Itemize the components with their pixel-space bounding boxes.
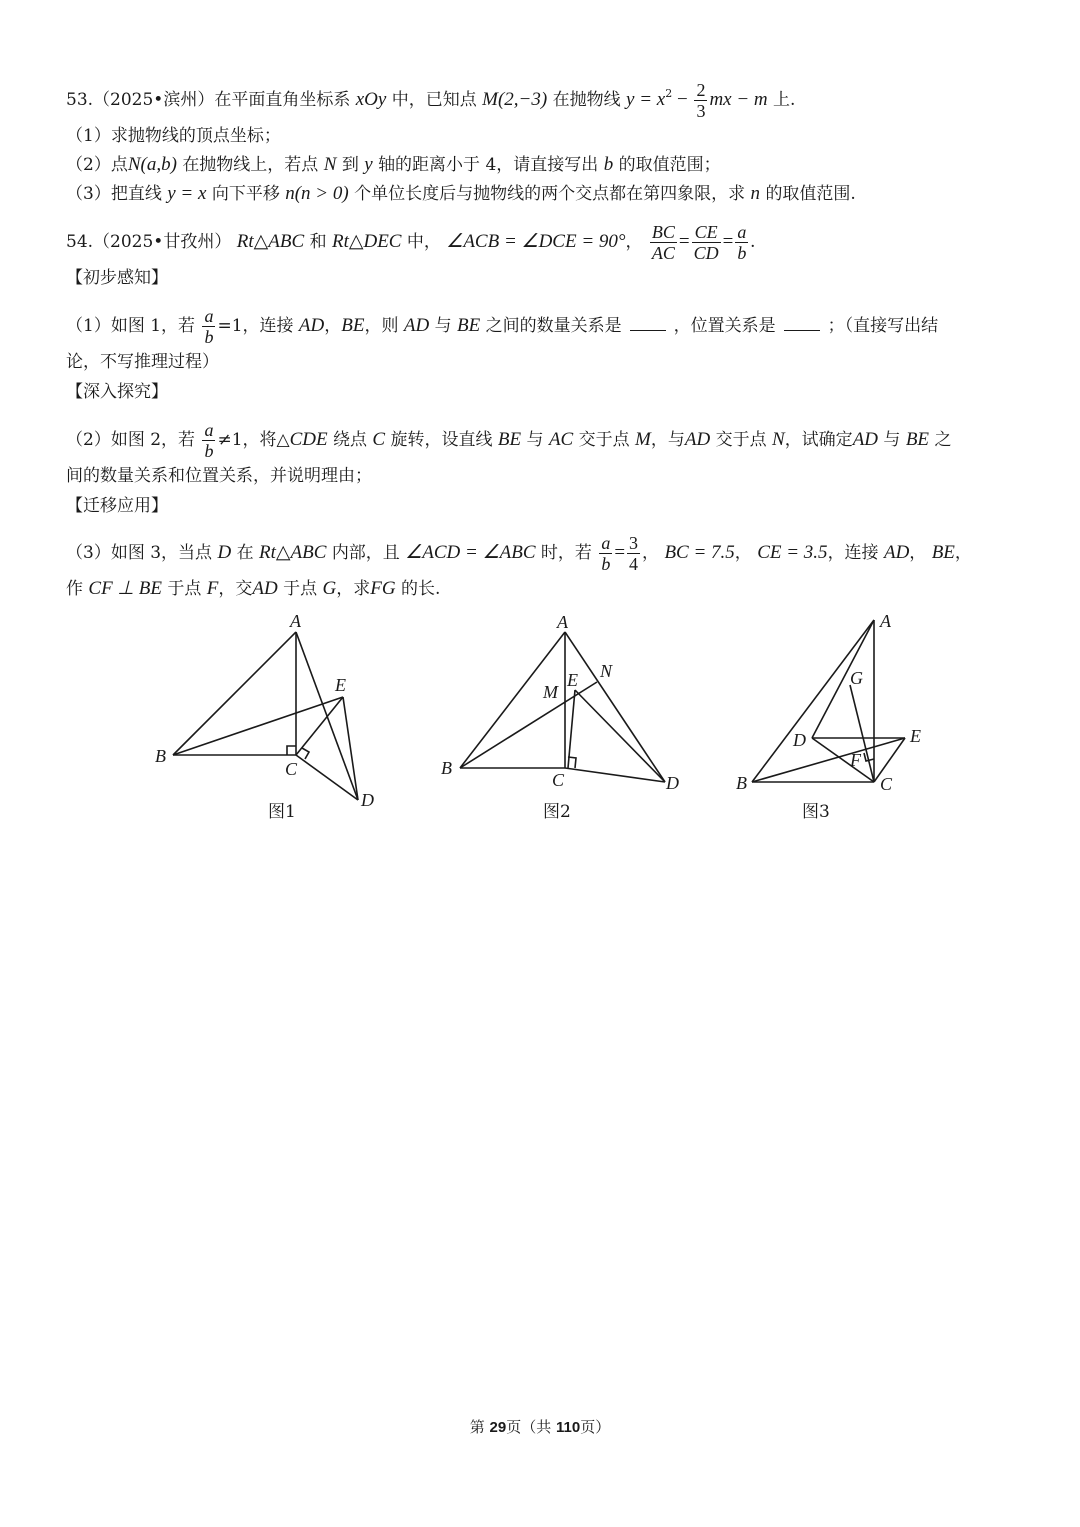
q53-part1: [66, 124, 281, 148]
figure-caption: 图1: [268, 802, 296, 822]
geometry-figures: [0, 600, 1080, 840]
text: 页）: [580, 1418, 611, 1436]
label-e: E: [335, 675, 346, 695]
math: AD: [684, 429, 711, 450]
fraction: [692, 222, 721, 263]
math: Rt: [236, 231, 254, 252]
math-sup: 2: [665, 87, 673, 100]
math: n: [750, 183, 761, 204]
math: N: [772, 429, 785, 450]
text: 与: [526, 430, 544, 450]
math: AD: [298, 315, 325, 336]
question-number: 54.: [66, 232, 94, 252]
math: BC = 7.5: [664, 542, 735, 563]
answer-blank[interactable]: [630, 314, 666, 331]
segment-ad: [812, 620, 874, 738]
q54-part3: [66, 533, 972, 574]
segment-ec: [568, 690, 575, 768]
fraction: [694, 80, 707, 121]
figure-2: [460, 632, 665, 782]
math: b: [603, 154, 614, 175]
math: CDE: [289, 429, 328, 450]
text: 在抛物线: [552, 90, 621, 110]
math: Rt: [331, 231, 349, 252]
math: y = x: [626, 89, 666, 110]
text: 中，已知点: [391, 90, 477, 110]
q54-part3-cont: [66, 577, 440, 601]
math: M: [635, 429, 651, 450]
text: 的长.: [400, 579, 441, 599]
label-c: C: [552, 770, 565, 790]
text: 的取值范围；: [618, 155, 721, 175]
math: ABC: [268, 231, 305, 252]
math: N(a,b): [127, 154, 177, 175]
text: ，试确定: [784, 430, 853, 450]
math: ∠ACB = ∠DCE = 90°: [446, 231, 626, 252]
numerator: a: [737, 222, 747, 242]
fraction: [735, 222, 748, 263]
math: BE: [905, 429, 930, 450]
right-angle-mark: [864, 753, 874, 761]
label-a: A: [880, 611, 891, 631]
text: ，位置关系是: [673, 316, 776, 336]
math: y = x: [167, 183, 207, 204]
text: 绕点: [333, 430, 367, 450]
text: 到: [341, 155, 359, 175]
math: ∠ACD = ∠ABC: [405, 542, 536, 563]
math: y: [364, 154, 373, 175]
math: =: [678, 231, 690, 252]
text: （3）把直线: [66, 184, 162, 204]
text: 页（共: [506, 1418, 557, 1436]
text: ，: [734, 543, 752, 563]
text: 间的数量关系和位置关系，并说明理由；: [66, 466, 372, 486]
text: ，: [909, 543, 927, 563]
denominator: 4: [629, 554, 639, 574]
text: 向下平移: [211, 184, 280, 204]
label-a: A: [557, 612, 568, 632]
math: AD: [252, 578, 278, 599]
text: 个单位长度后与抛物线的两个交点都在第四象限，求: [354, 184, 746, 204]
text: 之: [934, 430, 952, 450]
math: BE: [497, 429, 522, 450]
total-pages: 110: [556, 1419, 581, 1436]
math: N: [323, 154, 337, 175]
numerator: 2: [696, 80, 706, 100]
math: xOy: [355, 89, 387, 110]
math: Rt: [259, 542, 276, 563]
q53-statement: [66, 80, 795, 121]
text: 第: [469, 1418, 490, 1436]
label-m: M: [543, 682, 558, 702]
section-heading-1: [66, 266, 168, 290]
label-e: E: [567, 670, 578, 690]
right-angle-mark: [302, 748, 309, 759]
math: AC: [548, 429, 574, 450]
figure-3: [752, 620, 905, 782]
text: （3）如图 3，当点: [66, 543, 213, 563]
numerator: a: [204, 306, 214, 326]
math: G: [322, 578, 337, 599]
text: ；（直接写出结: [827, 316, 939, 336]
text: 于点: [167, 579, 202, 599]
segment-ad: [565, 632, 665, 782]
fraction: [202, 306, 215, 347]
text: 时，若: [540, 543, 592, 563]
denominator: 3: [696, 101, 706, 121]
label-d: D: [666, 773, 679, 793]
math: D: [217, 542, 232, 563]
text: 上.: [773, 90, 796, 110]
text: 【迁移应用】: [66, 496, 168, 516]
segment-ed: [575, 690, 665, 782]
math: FG: [370, 578, 396, 599]
label-a: A: [290, 611, 301, 631]
text: ，连接: [827, 543, 879, 563]
right-angle-mark: [287, 746, 296, 755]
math: BE: [931, 542, 955, 563]
fraction: [627, 533, 640, 574]
q54-part1: [66, 306, 938, 347]
math: mx − m: [709, 89, 768, 110]
math: M(2,−3): [482, 89, 548, 110]
text: ，: [642, 543, 660, 563]
fraction: [202, 420, 215, 461]
label-e: E: [910, 726, 921, 746]
segment-cd: [565, 768, 665, 782]
text: 与: [434, 316, 452, 336]
text: （1）求抛物线的顶点坐标；: [66, 126, 281, 146]
q53-part2: [66, 153, 721, 177]
text: 在平面直角坐标系: [214, 90, 351, 110]
figure-caption: 图3: [802, 802, 830, 822]
text: ，则: [364, 316, 399, 336]
page-footer: [0, 1416, 1080, 1437]
label-n: N: [600, 661, 613, 681]
math: C: [372, 429, 386, 450]
math: BE: [457, 315, 481, 336]
segment-de: [343, 697, 358, 800]
text: 交于点: [715, 430, 767, 450]
section-heading-2: [66, 380, 168, 404]
text: ≠1，将△: [217, 430, 290, 450]
q54-part1-cont: [66, 350, 219, 374]
text: 在: [236, 543, 254, 563]
numerator: BC: [651, 222, 675, 242]
math: CE = 3.5: [757, 542, 828, 563]
label-b: B: [736, 773, 747, 793]
text: 轴的距离小于 4，请直接写出: [378, 155, 599, 175]
text: 交于点: [578, 430, 630, 450]
math: =: [614, 542, 626, 563]
text: ，交: [218, 579, 253, 599]
page-number: 29: [489, 1419, 507, 1436]
label-c: C: [880, 774, 893, 794]
math: =: [722, 231, 734, 252]
math: DEC: [363, 231, 402, 252]
math: n(n > 0): [285, 183, 349, 204]
segment-bn: [460, 682, 597, 768]
math: CF ⊥ BE: [88, 578, 162, 599]
text: 和: [309, 232, 327, 252]
segment-cd: [296, 755, 358, 800]
text: 中，: [406, 232, 441, 252]
q54-statement: [66, 222, 755, 263]
denominator: b: [737, 243, 747, 263]
denominator: b: [601, 554, 611, 574]
text: （2）如图 2，若: [66, 430, 196, 450]
denominator: b: [204, 441, 214, 461]
text: 内部，且: [331, 543, 400, 563]
text: 在抛物线上，若点: [182, 155, 319, 175]
numerator: CE: [692, 222, 721, 243]
text: 于点: [283, 579, 318, 599]
label-d: D: [793, 730, 806, 750]
math: △: [275, 542, 291, 563]
text: 的取值范围.: [765, 184, 856, 204]
numerator: 3: [629, 533, 639, 553]
denominator: AC: [651, 243, 675, 263]
fraction: [599, 533, 612, 574]
math: AD: [883, 542, 910, 563]
label-b: B: [441, 758, 452, 778]
denominator: b: [204, 327, 214, 347]
question-source: （2025•甘孜州）: [93, 232, 232, 252]
q54-part2-cont: [66, 464, 372, 488]
figure-caption: 图2: [543, 802, 571, 822]
answer-blank[interactable]: [784, 314, 820, 331]
text: ，: [324, 316, 342, 336]
label-b: B: [155, 746, 166, 766]
text: 论，不写推理过程）: [66, 352, 219, 372]
q54-part2: [66, 420, 951, 461]
text: （1）如图 1，若: [66, 316, 196, 336]
math: △: [348, 231, 364, 252]
label-c: C: [285, 759, 298, 779]
section-heading-3: [66, 494, 168, 518]
math: .: [750, 231, 756, 252]
text: 作: [66, 579, 83, 599]
math: ABC: [290, 542, 327, 563]
label-f: F: [850, 750, 861, 770]
fraction: [650, 222, 677, 263]
label-g: G: [850, 668, 863, 688]
figure-1: [173, 632, 358, 800]
math: AD: [852, 429, 879, 450]
text: =1，连接: [217, 316, 294, 336]
math: F: [206, 578, 219, 599]
numerator: a: [204, 420, 214, 440]
q53-part3: [66, 182, 856, 206]
text: ，: [625, 232, 643, 252]
text: 【深入探究】: [66, 382, 168, 402]
text: 之间的数量关系是: [485, 316, 622, 336]
question-source: （2025•滨州）: [93, 90, 215, 110]
text: ，: [954, 543, 972, 563]
numerator: a: [601, 533, 611, 553]
label-d: D: [361, 790, 374, 810]
denominator: CD: [693, 243, 719, 263]
math: −: [672, 89, 693, 110]
text: ，求: [336, 579, 371, 599]
question-number: 53.: [66, 90, 94, 110]
text: 【初步感知】: [66, 268, 168, 288]
math: AD: [403, 315, 430, 336]
math: △: [253, 231, 269, 252]
text: ，与: [650, 430, 685, 450]
segment-ab: [173, 632, 296, 755]
segment-be: [173, 697, 343, 755]
text: 旋转，设直线: [390, 430, 493, 450]
math: BE: [341, 315, 365, 336]
text: （2）点: [66, 155, 128, 175]
text: 与: [883, 430, 901, 450]
